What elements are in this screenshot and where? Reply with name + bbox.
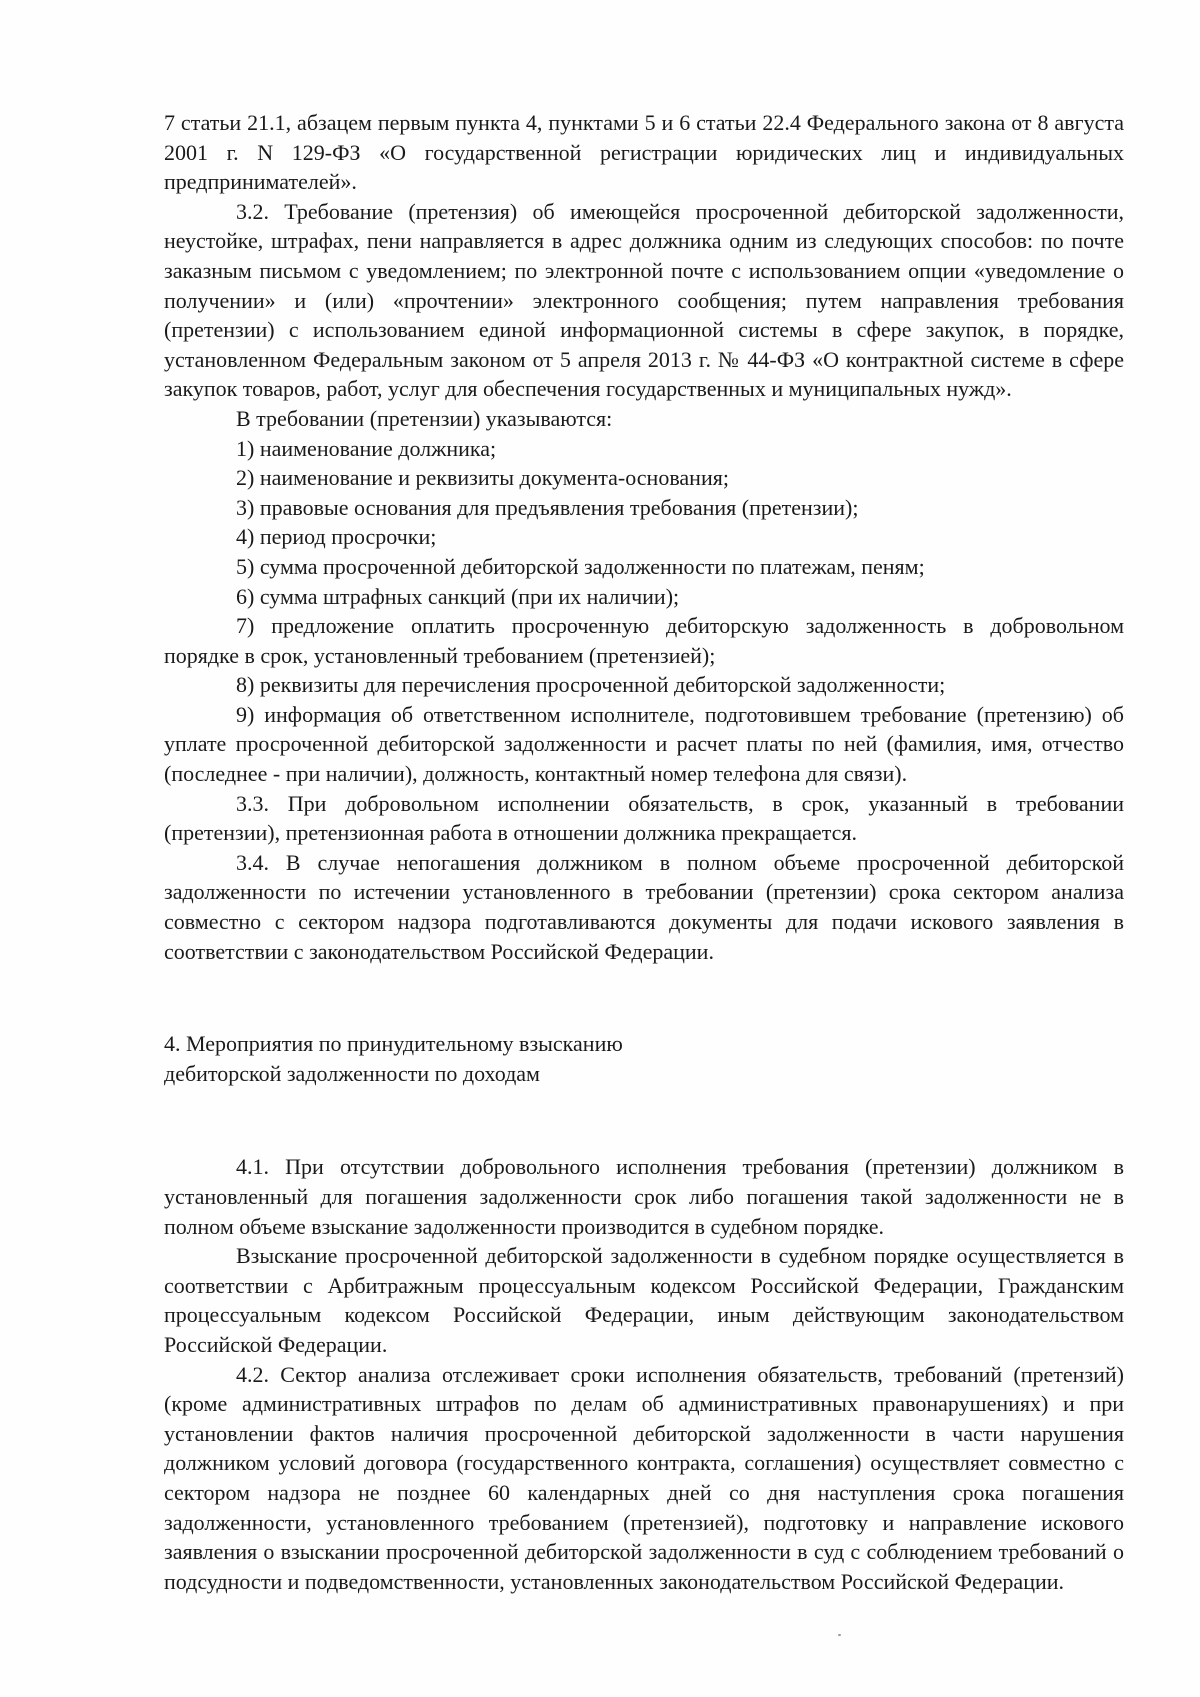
paragraph-3-2: 3.2. Требование (претензия) об имеющейся просроченной дебиторской задолженности, неустойке, штрафах, пени направляется в адрес должника одним из следующих способов: по почте заказным письмом с уведомлением; по электронной почте с использованием опции «уведомление о получении» и (или) «прочтении» электронного сообщения; путем направления требования (претензии) с использованием единой информационной системы в сфере закупок, в порядке, установленном Федеральным законом от 5 апреля 2013 г. № 44-ФЗ «О контрактной системе в сфере закупок товаров, работ, услуг для обеспечения государственных и муниципальных нужд». [164,198,1124,402]
list-item: 4) период просрочки; [236,524,437,550]
paragraph-continuation: 7 статьи 21.1, абзацем первым пункта 4, пунктами 5 и 6 статьи 22.4 Федерального закона от 8 августа 2001 г. N 129-ФЗ «О государственной регистрации юридических лиц и индивидуальных предпринимателей». [164,110,1124,195]
list-item: 6) сумма штрафных санкций (при их наличии); [236,583,680,609]
list-item: 9) информация об ответственном исполнителе, подготовившем требование (претензию) об уплате просроченной дебиторской задолженности и расчет платы по ней (фамилия, имя, отчество (последнее - при наличии), должность, контактный номер телефона для связи). [164,701,1124,787]
section-heading-line-2: дебиторской задолженности по доходам [164,1060,540,1086]
list-item: 3) правовые основания для предъявления требования (претензии); [236,494,859,520]
list-item: 8) реквизиты для перечисления просроченной дебиторской задолженности; [236,672,946,698]
scan-artifact [838,1634,841,1636]
section-heading [164,966,1124,1152]
list-item: 7) предложение оплатить просроченную дебиторскую задолженность в добровольном порядке в срок, установленный требованием (претензией); [164,613,1124,668]
document-body [164,108,1124,1596]
list-item: 5) сумма просроченной дебиторской задолженности по платежам, пеням; [236,553,925,579]
list-item: 1) наименование должника; [236,435,497,461]
section-heading-line-1: 4. Мероприятия по принудительному взысканию [164,1031,623,1057]
paragraph-4-1: 4.1. При отсутствии добровольного исполнения требования (претензии) должником в установленный для погашения задолженности срок либо погашения такой задолженности не в полном объеме взыскание задолженности производится в судебном порядке. [164,1154,1124,1239]
paragraph-4-2: 4.2. Сектор анализа отслеживает сроки исполнения обязательств, требований (претензий) (кроме административных штрафов по делам об административных правонарушениях) и при установлении фактов наличия просроченной дебиторской задолженности в части нарушения должником условий договора (государственного контракта, соглашения) осуществляет совместно с сектором надзора не позднее 60 календарных дней со дня наступления срока погашения задолженности, установленного требованием (претензией), подготовку и направление искового заявления о взыскании просроченной дебиторской задолженности в суд с соблюдением требований о подсудности и подведомственности, установленных законодательством Российской Федерации. [164,1361,1124,1594]
paragraph-4-1-b: Взыскание просроченной дебиторской задолженности в судебном порядке осуществляется в соответствии с Арбитражным процессуальным кодексом Российской Федерации, Гражданским процессуальным кодексом Российской Федерации, иным действующим законодательством Российской Федерации. [164,1243,1124,1357]
list-item: 2) наименование и реквизиты документа-основания; [236,465,729,491]
paragraph-3-4: 3.4. В случае непогашения должником в полном объеме просроченной дебиторской задолженности по истечении установленного в требовании (претензии) срока сектором анализа совместно с сектором надзора подготавливаются документы для подачи искового заявления в соответствии с законодательством Российской Федерации. [164,849,1124,964]
paragraph-3-3: 3.3. При добровольном исполнении обязательств, в срок, указанный в требовании (претензии), претензионная работа в отношении должника прекращается. [164,790,1124,846]
list-intro: В требовании (претензии) указываются: [236,405,613,431]
